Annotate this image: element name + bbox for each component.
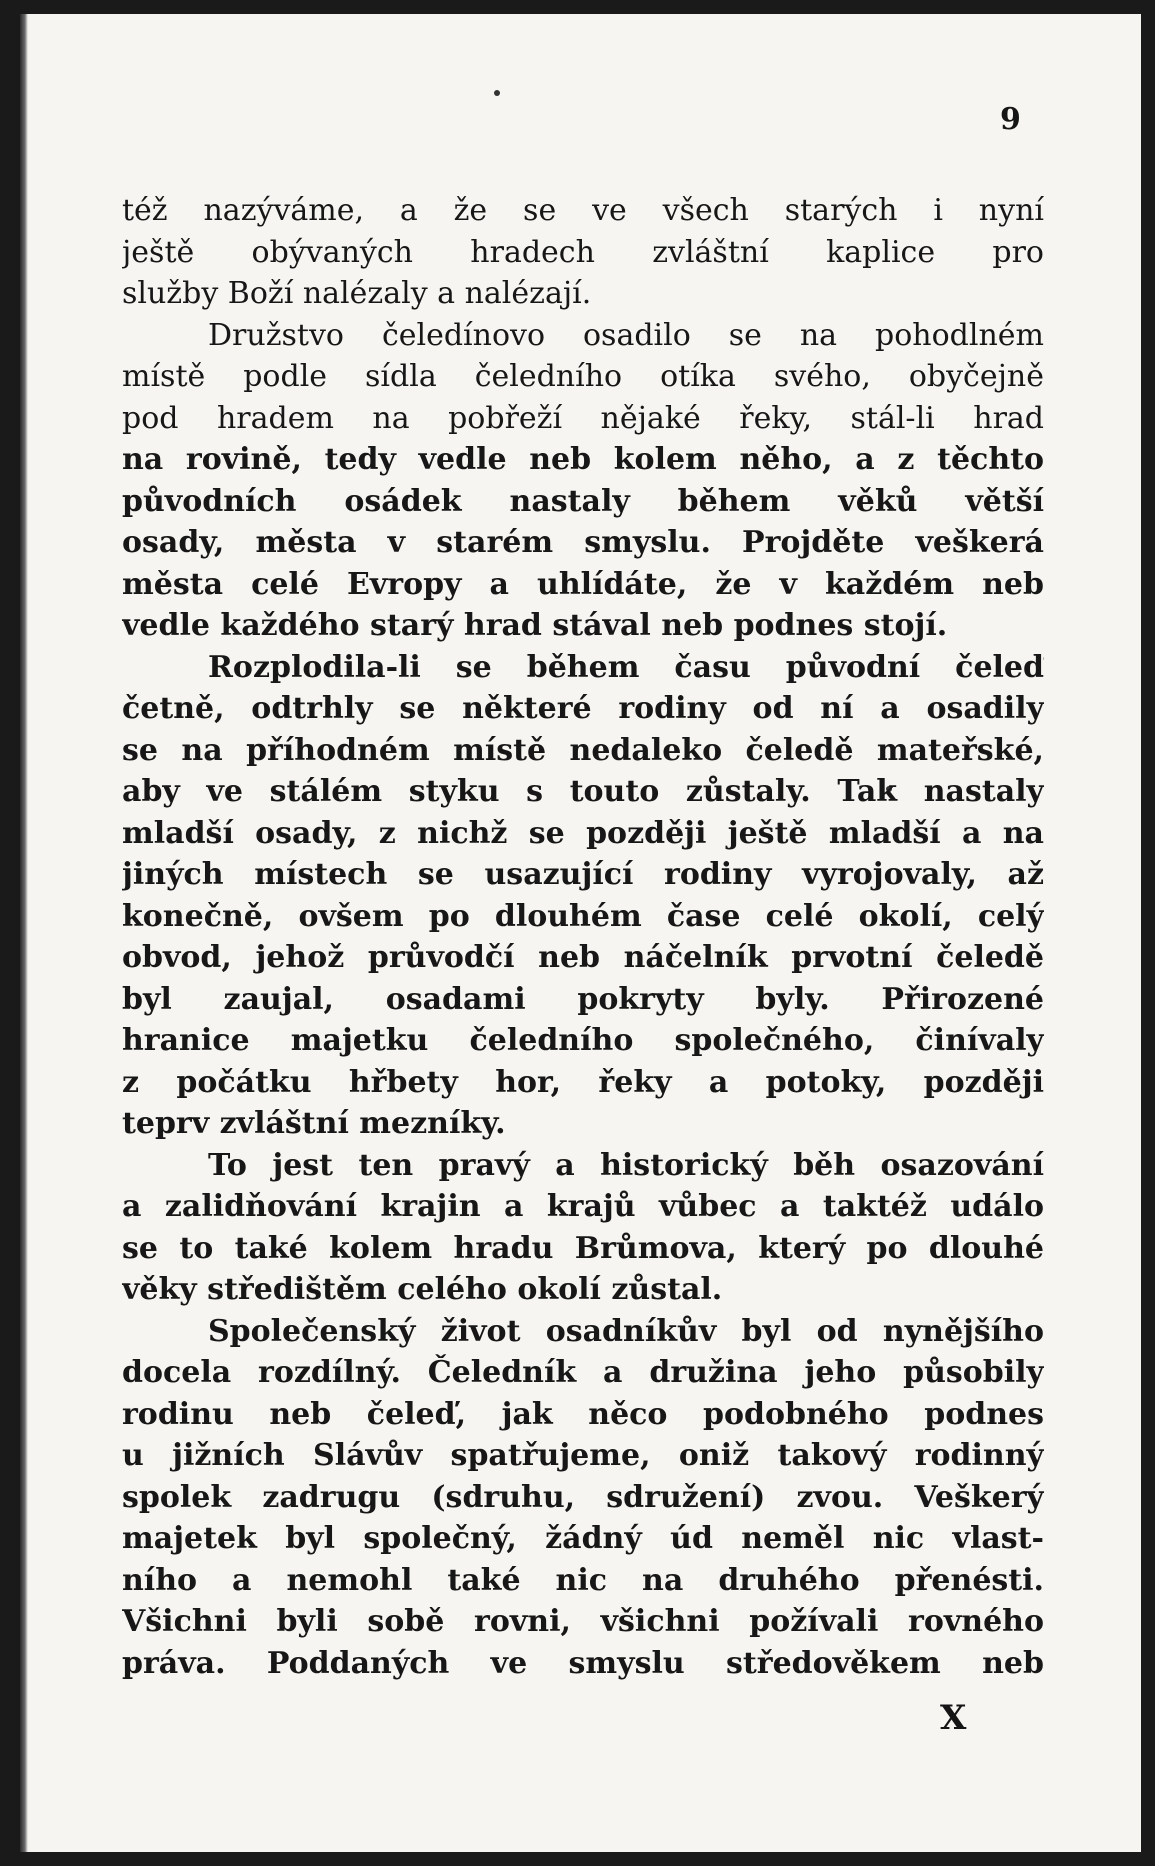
text-line: Rozplodila-li se během času původní čeleď bbox=[208, 649, 1044, 685]
text-line: a zalidňování krajin a krajů vůbec a taktéž událo bbox=[122, 1189, 1044, 1224]
text-line: se na příhodném místě nedaleko čeledě mateřské, bbox=[122, 732, 1044, 768]
page-binding-edge bbox=[20, 14, 28, 1852]
text-line: pod hradem na pobřeží nějaké řeky, stál-li hrad bbox=[122, 400, 1044, 436]
text-line: původních osádek nastaly během věků větší bbox=[122, 483, 1044, 519]
catchword: X bbox=[940, 1698, 967, 1738]
text-line: z počátku hřbety hor, řeky a potoky, později bbox=[122, 1064, 1044, 1100]
text-line: místě podle sídla čeledního otíka svého, obyčejně bbox=[122, 359, 1044, 394]
text-line: ního a nemohl také nic na druhého přenésti. bbox=[122, 1562, 1044, 1598]
text-line: obvod, jehož průvodčí neb náčelník prvotní čeledě bbox=[122, 940, 1044, 975]
print-speck bbox=[494, 90, 500, 96]
text-line: města celé Evropy a uhlídáte, že v každém neb bbox=[122, 566, 1044, 602]
text-line: četně, odtrhly se některé rodiny od ní a osadily bbox=[122, 691, 1044, 726]
text-line: mladší osady, z nichž se později ještě mladší a na bbox=[122, 815, 1044, 851]
text-line: věky středištěm celého okolí zůstal. bbox=[122, 1272, 723, 1307]
text-line: aby ve stálém styku s touto zůstaly. Tak nastaly bbox=[122, 774, 1044, 809]
text-line: jiných místech se usazující rodiny vyrojovaly, až bbox=[122, 857, 1044, 892]
page-number: 9 bbox=[1000, 102, 1021, 137]
text-line: vedle každého starý hrad stával neb podnes stojí. bbox=[122, 608, 948, 643]
text-line: spolek zadrugu (sdruhu, sdružení) zvou. Veškerý bbox=[122, 1479, 1044, 1515]
body-text bbox=[122, 190, 1044, 1684]
text-line: Družstvo čeledínovo osadilo se na pohodlném bbox=[208, 317, 1044, 353]
text-line: teprv zvláštní mezníky. bbox=[122, 1106, 506, 1141]
text-line: byl zaujal, osadami pokryty byly. Přirozené bbox=[122, 981, 1044, 1017]
text-line: osady, města v starém smyslu. Projděte veškerá bbox=[122, 525, 1044, 560]
text-line: na rovině, tedy vedle neb kolem něho, a z těchto bbox=[122, 442, 1044, 477]
text-line: u jižních Slávův spatřujeme, oniž takový rodinný bbox=[122, 1438, 1044, 1473]
text-line: rodinu neb čeleď, jak něco podobného podnes bbox=[122, 1396, 1044, 1432]
text-line: též nazýváme, a že se ve všech starých i nyní bbox=[122, 193, 1044, 228]
text-line: Společenský život osadníkův byl od nynějšího bbox=[208, 1313, 1044, 1349]
text-line: konečně, ovšem po dlouhém čase celé okolí, celý bbox=[122, 898, 1044, 934]
book-page bbox=[20, 14, 1141, 1852]
text-line: Všichni byli sobě rovni, všichni požívali rovného bbox=[122, 1604, 1044, 1639]
text-line: docela rozdílný. Čeledník a družina jeho působily bbox=[122, 1355, 1044, 1390]
text-line: se to také kolem hradu Brůmova, který po dlouhé bbox=[122, 1230, 1044, 1266]
text-line: práva. Poddaných ve smyslu středověkem neb bbox=[122, 1645, 1044, 1681]
text-line: ještě obývaných hradech zvláštní kaplice pro bbox=[122, 234, 1044, 270]
text-line: To jest ten pravý a historický běh osazování bbox=[208, 1147, 1044, 1183]
text-line: služby Boží nalézaly a nalézají. bbox=[122, 276, 592, 311]
text-line: majetek byl společný, žádný úd neměl nic vlast- bbox=[122, 1521, 1044, 1556]
text-line: hranice majetku čeledního společného, činívaly bbox=[122, 1023, 1044, 1058]
